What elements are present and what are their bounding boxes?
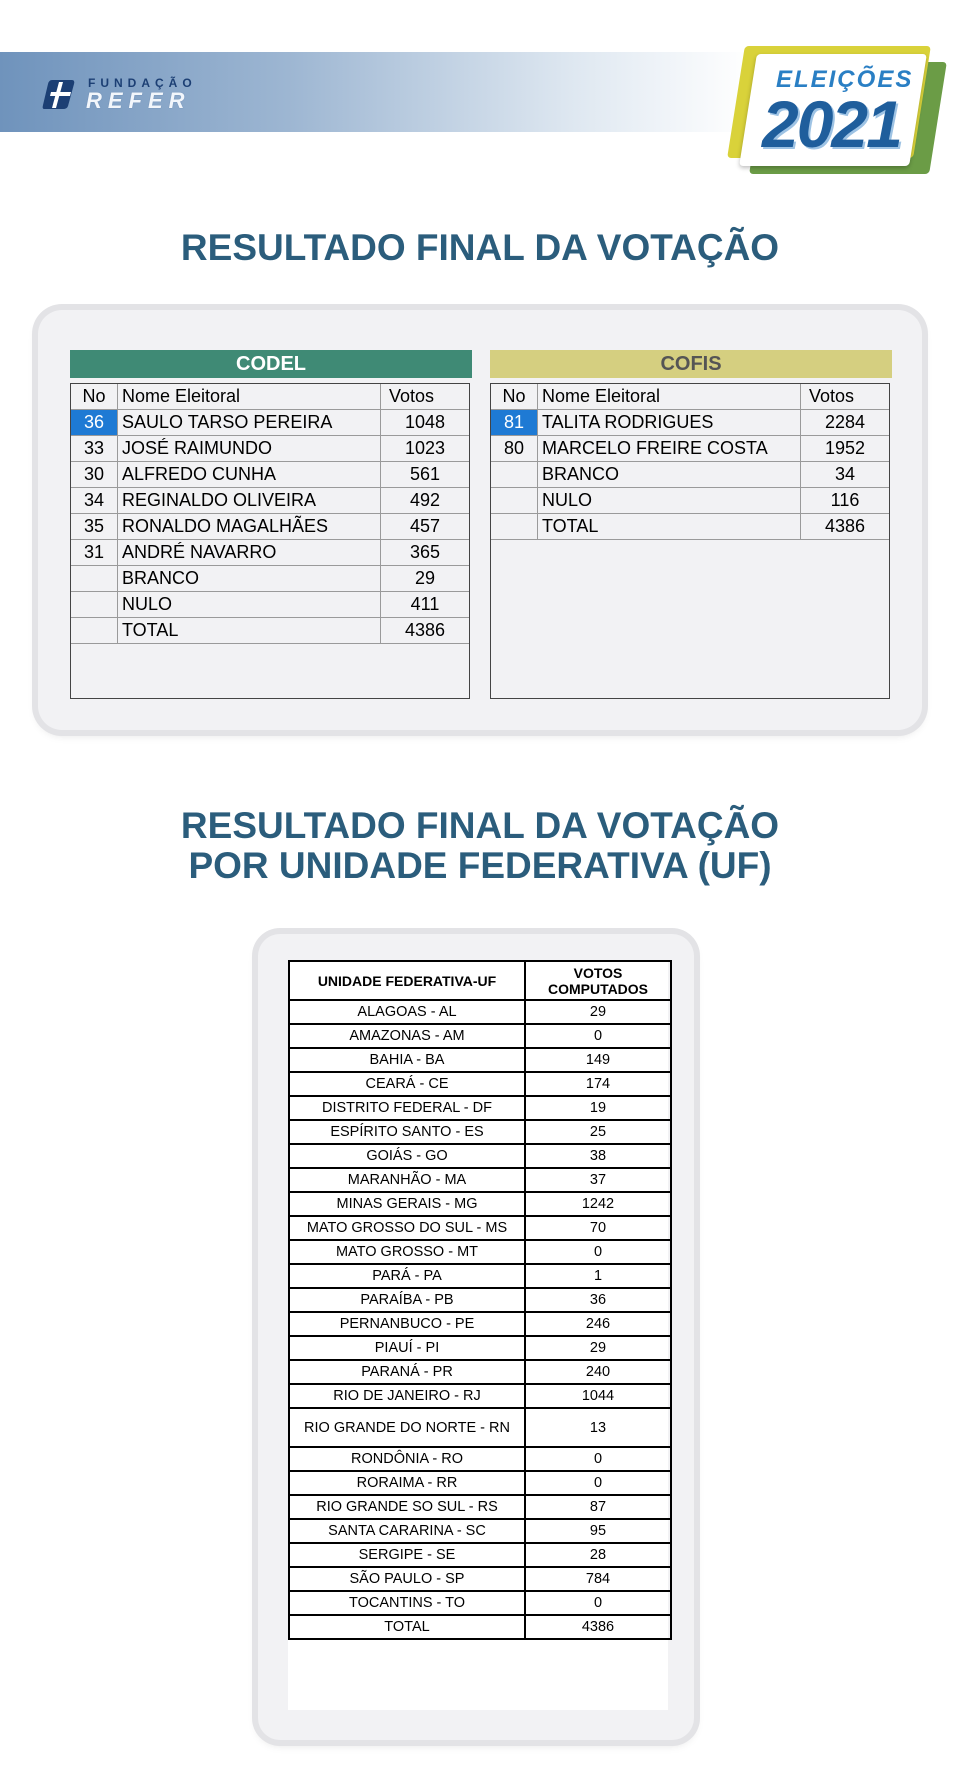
- table-row: [289, 1216, 671, 1240]
- table-row: [289, 1096, 671, 1120]
- cofis-col-votes: Votos: [801, 384, 890, 410]
- uf-col-votes-line1: VOTOS: [573, 964, 623, 981]
- uf-name: RORAIMA - RR: [289, 1471, 525, 1495]
- uf-votes: 246: [525, 1312, 671, 1336]
- badge-title: ELEIÇÕES: [776, 66, 914, 93]
- uf-votes: 70: [525, 1216, 671, 1240]
- candidate-votes: 29: [381, 566, 470, 592]
- cofis-table: [490, 383, 890, 540]
- brand-line1: FUNDAÇÃO: [88, 76, 197, 90]
- candidate-name: JOSÉ RAIMUNDO: [118, 436, 381, 462]
- table-row: [289, 1519, 671, 1543]
- candidate-name: TALITA RODRIGUES: [538, 410, 801, 436]
- table-row: [289, 1360, 671, 1384]
- uf-name: MARANHÃO - MA: [289, 1168, 525, 1192]
- uf-votes: 784: [525, 1567, 671, 1591]
- cofis-table-container: [490, 383, 890, 540]
- candidate-number: [491, 514, 538, 540]
- cofis-header-row: [491, 384, 890, 410]
- results-title: RESULTADO FINAL DA VOTAÇÃO: [180, 227, 780, 268]
- table-row: [71, 540, 470, 566]
- uf-name: AMAZONAS - AM: [289, 1024, 525, 1048]
- table-row: [71, 566, 470, 592]
- candidate-votes: 116: [801, 488, 890, 514]
- uf-title-line1: RESULTADO FINAL DA VOTAÇÃO: [180, 805, 780, 846]
- cofis-col-no: No: [491, 384, 538, 410]
- uf-name: MINAS GERAIS - MG: [289, 1192, 525, 1216]
- uf-name: SÃO PAULO - SP: [289, 1567, 525, 1591]
- table-row: [289, 1471, 671, 1495]
- uf-name: GOIÁS - GO: [289, 1144, 525, 1168]
- table-row: [71, 462, 470, 488]
- table-row: [289, 1447, 671, 1471]
- candidate-number: 34: [71, 488, 118, 514]
- uf-votes: 149: [525, 1048, 671, 1072]
- uf-col-votes: [525, 961, 671, 1000]
- uf-name: PIAUÍ - PI: [289, 1336, 525, 1360]
- candidate-number: [71, 618, 118, 644]
- candidate-name: RONALDO MAGALHÃES: [118, 514, 381, 540]
- uf-results-panel: [258, 934, 694, 1740]
- table-row: [491, 514, 890, 540]
- table-row: [289, 1495, 671, 1519]
- table-row: [491, 436, 890, 462]
- uf-votes: 37: [525, 1168, 671, 1192]
- uf-votes: 29: [525, 1336, 671, 1360]
- table-row: [289, 1336, 671, 1360]
- uf-votes: 95: [525, 1519, 671, 1543]
- uf-col-state: UNIDADE FEDERATIVA-UF: [289, 961, 525, 1000]
- table-row: [289, 1168, 671, 1192]
- uf-header-row: [289, 961, 671, 1000]
- uf-votes: 29: [525, 1000, 671, 1024]
- table-row: [289, 1024, 671, 1048]
- uf-name: ALAGOAS - AL: [289, 1000, 525, 1024]
- elections-2021-badge: [728, 42, 950, 178]
- uf-name: PERNANBUCO - PE: [289, 1312, 525, 1336]
- uf-name: ESPÍRITO SANTO - ES: [289, 1120, 525, 1144]
- cofis-heading: COFIS: [490, 350, 892, 378]
- uf-name: MATO GROSSO DO SUL - MS: [289, 1216, 525, 1240]
- candidate-number: [71, 566, 118, 592]
- badge-year: 2021: [762, 87, 901, 161]
- uf-votes: 174: [525, 1072, 671, 1096]
- uf-votes: 38: [525, 1144, 671, 1168]
- uf-name: BAHIA - BA: [289, 1048, 525, 1072]
- uf-name: TOTAL: [289, 1615, 525, 1639]
- table-row: [491, 410, 890, 436]
- uf-name: PARANÁ - PR: [289, 1360, 525, 1384]
- uf-name: TOCANTINS - TO: [289, 1591, 525, 1615]
- brand-line2: REFER: [86, 88, 191, 113]
- candidate-votes: 561: [381, 462, 470, 488]
- uf-votes: 1242: [525, 1192, 671, 1216]
- codel-col-no: No: [71, 384, 118, 410]
- uf-name: PARAÍBA - PB: [289, 1288, 525, 1312]
- table-row: [289, 1264, 671, 1288]
- candidate-number: 30: [71, 462, 118, 488]
- candidate-votes: 4386: [381, 618, 470, 644]
- table-row: [289, 1312, 671, 1336]
- candidate-name: ANDRÉ NAVARRO: [118, 540, 381, 566]
- table-row: [491, 462, 890, 488]
- codel-header-row: [71, 384, 470, 410]
- candidate-name: ALFREDO CUNHA: [118, 462, 381, 488]
- codel-table: [70, 383, 470, 644]
- uf-name: DISTRITO FEDERAL - DF: [289, 1096, 525, 1120]
- table-row: [289, 1048, 671, 1072]
- uf-name: PARÁ - PA: [289, 1264, 525, 1288]
- codel-col-votes: Votos: [381, 384, 470, 410]
- table-row: [71, 592, 470, 618]
- uf-votes: 0: [525, 1024, 671, 1048]
- table-row: [289, 1591, 671, 1615]
- table-row: [289, 1543, 671, 1567]
- candidate-name: BRANCO: [118, 566, 381, 592]
- uf-name: RIO GRANDE DO NORTE - RN: [289, 1408, 525, 1447]
- candidate-number: [71, 592, 118, 618]
- candidate-number: 81: [491, 410, 538, 436]
- candidate-name: TOTAL: [118, 618, 381, 644]
- candidate-votes: 2284: [801, 410, 890, 436]
- results-panel: [38, 310, 922, 730]
- refer-logo-icon: [42, 78, 76, 110]
- candidate-number: [491, 462, 538, 488]
- candidate-votes: 411: [381, 592, 470, 618]
- uf-name: MATO GROSSO - MT: [289, 1240, 525, 1264]
- candidate-number: 35: [71, 514, 118, 540]
- table-row: [289, 1192, 671, 1216]
- candidate-name: REGINALDO OLIVEIRA: [118, 488, 381, 514]
- candidate-votes: 1952: [801, 436, 890, 462]
- uf-name: SANTA CARARINA - SC: [289, 1519, 525, 1543]
- candidate-votes: 492: [381, 488, 470, 514]
- candidate-name: TOTAL: [538, 514, 801, 540]
- table-row: [71, 436, 470, 462]
- candidate-number: 80: [491, 436, 538, 462]
- table-row: [491, 488, 890, 514]
- codel-table-container: [70, 383, 470, 644]
- uf-table: [288, 960, 672, 1640]
- table-row: [71, 410, 470, 436]
- candidate-votes: 1048: [381, 410, 470, 436]
- uf-votes: 36: [525, 1288, 671, 1312]
- uf-votes: 19: [525, 1096, 671, 1120]
- candidate-name: MARCELO FREIRE COSTA: [538, 436, 801, 462]
- uf-results-title: [0, 806, 960, 886]
- table-row: [71, 618, 470, 644]
- uf-name: CEARÁ - CE: [289, 1072, 525, 1096]
- table-row: [289, 1408, 671, 1447]
- table-row: [289, 1072, 671, 1096]
- table-row-total: [289, 1615, 671, 1639]
- table-row: [289, 1240, 671, 1264]
- uf-table-container: [288, 960, 668, 1710]
- table-row: [289, 1384, 671, 1408]
- candidate-name: NULO: [538, 488, 801, 514]
- uf-votes: 1044: [525, 1384, 671, 1408]
- table-row: [71, 488, 470, 514]
- candidate-votes: 365: [381, 540, 470, 566]
- uf-votes: 13: [525, 1408, 671, 1447]
- candidate-name: BRANCO: [538, 462, 801, 488]
- candidate-name: SAULO TARSO PEREIRA: [118, 410, 381, 436]
- uf-votes: 0: [525, 1591, 671, 1615]
- uf-votes: 240: [525, 1360, 671, 1384]
- table-row: [289, 1144, 671, 1168]
- candidate-number: 36: [71, 410, 118, 436]
- candidate-votes: 1023: [381, 436, 470, 462]
- candidate-name: NULO: [118, 592, 381, 618]
- uf-votes: 1: [525, 1264, 671, 1288]
- uf-col-votes-line2: COMPUTADOS: [547, 980, 649, 997]
- candidate-votes: 4386: [801, 514, 890, 540]
- uf-votes: 0: [525, 1471, 671, 1495]
- cofis-col-name: Nome Eleitoral: [538, 384, 801, 410]
- table-row: [289, 1000, 671, 1024]
- uf-votes: 87: [525, 1495, 671, 1519]
- uf-name: RIO DE JANEIRO - RJ: [289, 1384, 525, 1408]
- candidate-number: 33: [71, 436, 118, 462]
- uf-votes: 0: [525, 1240, 671, 1264]
- candidate-number: [491, 488, 538, 514]
- codel-col-name: Nome Eleitoral: [118, 384, 381, 410]
- uf-name: SERGIPE - SE: [289, 1543, 525, 1567]
- candidate-number: 31: [71, 540, 118, 566]
- uf-votes: 25: [525, 1120, 671, 1144]
- table-row: [289, 1288, 671, 1312]
- uf-title-line2: POR UNIDADE FEDERATIVA (UF): [188, 845, 772, 886]
- candidate-votes: 457: [381, 514, 470, 540]
- uf-votes: 0: [525, 1447, 671, 1471]
- uf-name: RIO GRANDE SO SUL - RS: [289, 1495, 525, 1519]
- codel-heading: CODEL: [70, 350, 472, 378]
- table-row: [289, 1567, 671, 1591]
- table-row: [71, 514, 470, 540]
- uf-votes: 28: [525, 1543, 671, 1567]
- uf-name: RONDÔNIA - RO: [289, 1447, 525, 1471]
- candidate-votes: 34: [801, 462, 890, 488]
- table-row: [289, 1120, 671, 1144]
- uf-votes: 4386: [525, 1615, 671, 1639]
- fundacao-refer-logo: [42, 76, 202, 112]
